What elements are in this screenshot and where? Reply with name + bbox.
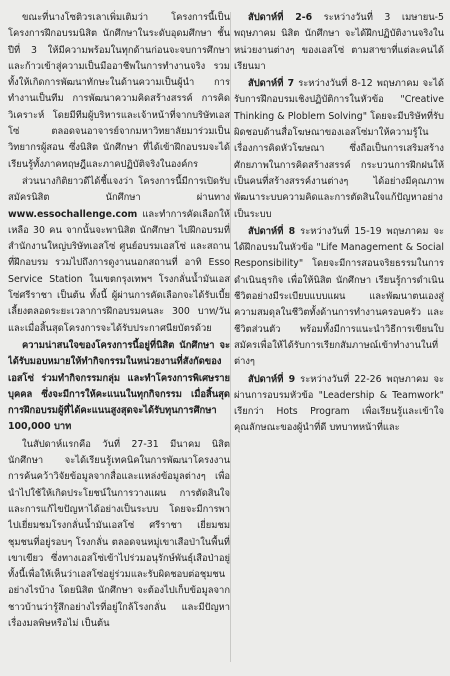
paragraph-week-8 — [234, 224, 444, 371]
left-column — [8, 10, 230, 668]
week-label: สัปดาห์ที่ 8 — [248, 225, 296, 237]
column-divider — [230, 12, 231, 662]
application-text-end: และทำการคัดเลือกให้เหลือ 30 คน จากนั้นจะพานิสิต นักศึกษา ไปฝึกอบรมที่สำนักงานใหญ่บริษัทเอสโซ่ ศูนย์อบรมเอสโซ่ และสถานที่ฝึกอบรม รวมไปถึงการดูงานนอกสถานที่ อาทิ Esso Service Station ในเขตกรุงเทพฯ โรงกลั่นน้ำมันเอสโซ่ศรีราชา เป็นต้น ทั้งนี้ ผู้ผ่านการคัดเลือกจะได้รับเบี้ยเลี้ยงตลอดระยะเวลาการฝึกอบรมคนละ 300 บาท/วัน และเมื่อสิ้นสุดโครงการจะได้รับประกาศนียบัตรด้วย — [8, 208, 230, 334]
week-text: ระหว่างวันที่ 3 เมษายน-5 พฤษภาคม นิสิต นักศึกษา จะได้ฝึกปฏิบัติงานจริงในหน่วยงานต่างๆ ของเอสโซ่ ตามสาขาที่แต่ละคนได้เรียนมา — [234, 12, 444, 72]
paragraph-project-overview: ขณะที่นางโซติวรเลาเพิ่มเติมว่า โครงการนี้เป็นโครงการฝึกอบรมนิสิต นักศึกษาในระดับอุดมศึกษา ชั้นปีที่ 3 ให้มีความพร้อมในทุกด้านก่อนจะจบการศึกษา และก้าวเข้าสู่ความเป็นมืออาชีพในการทำงานจริง รวมทั้งให้เกิดการพัฒนาทักษะในด้านความเป็นผู้นำ การทำงานเป็นทีม การพัฒนาความคิดสร้างสรรค์ การคิดวิเคราะห์ โดยมีทีมผู้บริหารและเจ้าหน้าที่จากบริษัทเอสโซ่ ตลอดจนอาจารย์จากมหาวิทยาลัยมาร่วมเป็นวิทยากรผู้สอน ซึ่งนิสิต นักศึกษา ที่ได้เข้าฝึกอบรมจะได้เรียนรู้ทั้งภาคทฤษฎีและภาคปฏิบัติจริงในองค์กร — [8, 12, 230, 170]
application-text-start: ส่วนนางกิติยาวดีได้ชี้แจงว่า โครงการนี้มีการเปิดรับสมัครนิสิต นักศึกษา ผ่านทาง — [8, 175, 230, 204]
paragraph-first-week: ในสัปดาห์แรกคือ วันที่ 27-31 มีนาคม นิสิต นักศึกษา จะได้เรียนรู้เทคนิคในการพัฒนาโครงงาน การค้นคว้าวิจัยข้อมูลจากสื่อและแหล่งข้อมูลต่างๆ เพื่อนำไปใช้ให้เกิดประโยชน์ในการวางแผน การตัดสินใจ และการแก้ไขปัญหาได้อย่างเป็นระบบ โดยจะมีการพาไปเยี่ยมชมโรงกลั่นน้ำมันเอสโซ่ ศรีราชา เยี่ยมชมชุมชนที่อยู่รอบๆ โรงกลั่น ตลอดจนหมู่เขาเสือป่าในพื้นที่เขาเขียว ซึ่งทางเอสโซ่เข้าไปร่วมอนุรักษ์พันธุ์เสือป่าอยู่ ทั้งนี้เพื่อให้เห็นว่าเอสโซ่อยู่ร่วมและรับผิดชอบต่อชุมชนอย่างไรบ้าง โดยนิสิต นักศึกษา จะต้องไปเก็บข้อมูลจากชาวบ้านว่ารู้สึกอย่างไรที่อยู่ใกล้โรงกลั่น และมีปัญหาเรื่องมลพิษหรือไม่ เป็นต้น — [8, 438, 230, 629]
paragraph-week-7 — [234, 76, 444, 223]
website-link[interactable]: www.essochallenge.com — [8, 208, 138, 220]
week-text: ระหว่างวันที่ 22-26 พฤษภาคม จะผ่านการอบรมหัวข้อ "Leadership & Teamwork" เรียกว่า Hots Program เพื่อเรียนรู้และเข้าใจคุณลักษณะของผู้นำที่ดี บทบาทหน้าที่และ — [234, 373, 444, 434]
week-label: สัปดาห์ที่ 9 — [248, 373, 296, 385]
paragraph-week-2-6 — [234, 10, 444, 75]
week-text: ระหว่างวันที่ 8-12 พฤษภาคม จะได้รับการฝึกอบรมเชิงปฏิบัติการในหัวข้อ "Creative Thinking & Ploblem Solving" โดยจะมีบริษัทที่รับผิดชอบด้านสื่อโฆษณาของเอสโซ่มาให้ความรู้ในเรื่องการคิดหัวโฆษณา ซึ่งถือเป็นการเสริมสร้างศักยภาพในการคิดสร้างสรรค์ กระบวนการฝึกฝนให้เป็นคนที่สร้างสรรค์งานต่างๆ ได้อย่างมีคุณภาพ พัฒนาระบบความคิดและการตัดสินใจแก้ปัญหาอย่างเป็นระบบ — [234, 78, 444, 220]
right-column — [234, 10, 444, 668]
week-text: ระหว่างวันที่ 15-19 พฤษภาคม จะได้ฝึกอบรมในหัวข้อ "Life Management & Social Responsibility" โดยจะมีการสอนจริยธรรมในการดำเนินธุรกิจ เพื่อให้นิสิต นักศึกษา เรียนรู้การดำเนินชีวิตอย่างมีระเบียบแบบแผน และพัฒนาตนเองสู่ความสมดุลในชีวิตทั้งด้านการทำงานครอบครัว และชีวิตส่วนตัว พร้อมทั้งมีการแนะนำวิธีการเขียนใบสมัครเพื่อให้ได้รับการเรียกสัมภาษณ์เข้าทำงานในที่ต่างๆ — [234, 225, 444, 368]
paragraph-highlight: ความน่าสนใจของโครงการนี้อยู่ที่นิสิต นักศึกษา จะได้รับมอบหมายให้ทำกิจกรรมในหน่วยงานที่สังกัดของเอสโซ่ ร่วมทำกิจกรรมกลุ่ม และทำโครงการพิเศษรายบุคคล ซึ่งจะมีการให้คะแนนในทุกกิจกรรม เมื่อสิ้นสุดการฝึกอบรมผู้ที่ได้คะแนนสูงสุดจะได้รับทุนการศึกษา 100,000 บาท — [8, 339, 230, 433]
week-label: สัปดาห์ที่ 7 — [248, 78, 295, 90]
paragraph-application — [8, 174, 230, 337]
week-label: สัปดาห์ที่ 2-6 — [248, 12, 313, 23]
paragraph-week-9 — [234, 372, 444, 437]
